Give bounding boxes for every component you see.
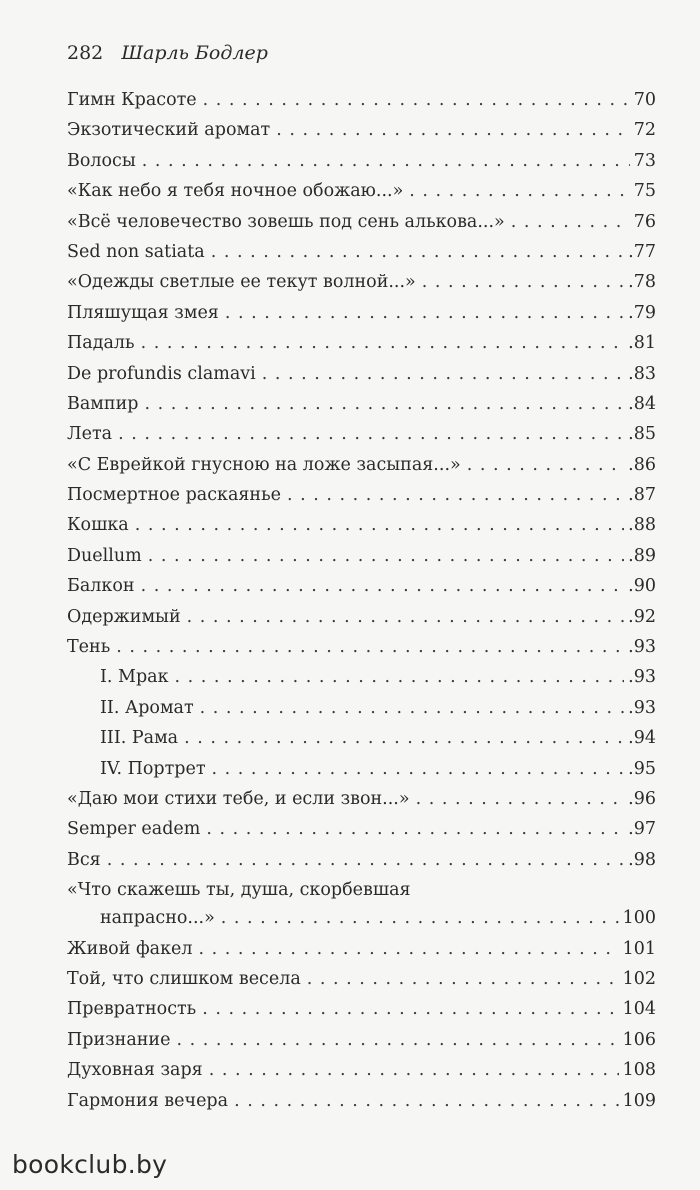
toc-title: III. Рама (100, 728, 179, 749)
toc-leader (212, 759, 625, 779)
toc-page: 109 (622, 1090, 656, 1111)
toc-title: Экзотический аромат (67, 120, 271, 141)
toc-title: «Одежды светлые ее текут волной...» (67, 272, 416, 293)
toc-entry (67, 515, 656, 545)
toc-entry (67, 576, 656, 606)
toc-title: IV. Портрет (100, 758, 206, 779)
toc-leader (107, 850, 624, 870)
toc-entry (67, 1091, 656, 1121)
toc-entry (67, 850, 656, 880)
toc-title: De profundis clamavi (67, 363, 256, 384)
toc-subentry (67, 698, 656, 728)
toc-entry (67, 394, 656, 424)
toc-entry (67, 212, 656, 242)
toc-title: «Всё человечество зовешь под сень алькова...» (67, 211, 505, 232)
toc-page: .86 (628, 454, 656, 475)
toc-page: 75 (633, 181, 656, 202)
toc-entry (67, 969, 656, 999)
toc-title: Вся (67, 849, 101, 870)
toc-entry (67, 272, 656, 302)
toc-leader (187, 607, 625, 627)
toc-leader (176, 1030, 618, 1050)
toc-title: II. Аромат (100, 697, 194, 718)
toc-entry (67, 455, 656, 485)
toc-page: 100 (622, 908, 656, 929)
toc-entry (67, 90, 656, 120)
toc-entry (67, 1060, 656, 1090)
toc-page: .94 (628, 728, 656, 749)
toc-entry (67, 181, 656, 211)
toc-page: .90 (628, 576, 656, 597)
toc-entry (67, 819, 656, 849)
toc-title: Той, что слишком весела (67, 968, 301, 989)
toc-leader (144, 394, 624, 414)
running-header (67, 42, 268, 64)
toc-entry (67, 485, 656, 515)
toc-title: Посмертное раскаянье (67, 485, 281, 506)
toc-page: .98 (628, 849, 656, 870)
toc-title: Волосы (67, 150, 136, 171)
toc-page: .85 (628, 424, 656, 445)
toc-leader (118, 424, 624, 444)
toc-leader (141, 576, 625, 596)
toc-page: 102 (622, 968, 656, 989)
toc-entry (67, 424, 656, 454)
toc-title: Падаль (67, 333, 135, 354)
toc-title: Лета (67, 424, 113, 445)
toc-title: «Что скажешь ты, душа, скорбевшая (67, 880, 411, 901)
toc-entry (67, 546, 656, 576)
toc-title: Гимн Красоте (67, 90, 197, 110)
toc-subentry (67, 728, 656, 758)
toc-leader (287, 485, 624, 505)
toc-title: Живой факел (67, 938, 193, 959)
toc-page: .79 (628, 302, 656, 323)
toc-page: .83 (628, 363, 656, 384)
toc-leader (198, 939, 618, 959)
toc-leader (467, 455, 624, 475)
toc-leader (416, 789, 625, 809)
toc-page: 104 (622, 999, 656, 1020)
toc-page: .88 (628, 515, 656, 536)
toc-title: «Даю мои стихи тебе, и если звон...» (67, 788, 410, 809)
toc-title: Гармония вечера (67, 1090, 229, 1111)
toc-leader (148, 546, 624, 566)
toc-page: .77 (628, 241, 656, 262)
toc-leader (211, 242, 624, 262)
toc-leader (206, 819, 624, 839)
toc-entry (67, 607, 656, 637)
toc-title: Превратность (67, 999, 197, 1020)
toc-leader (202, 999, 618, 1019)
toc-leader (307, 969, 619, 989)
toc-title: Semper eadem (67, 819, 201, 840)
toc-title: «Как небо я тебя ночное обожаю...» (67, 181, 404, 202)
toc-page: .93 (628, 667, 656, 688)
toc-entry (67, 151, 656, 181)
toc-leader (116, 637, 624, 657)
toc-title-continuation: напрасно...» (100, 908, 215, 929)
toc-page: 72 (633, 120, 656, 141)
site-watermark: bookclub.by (12, 1150, 168, 1179)
toc-subentry (67, 667, 656, 697)
toc-leader (175, 667, 625, 687)
toc-entry (67, 333, 656, 363)
toc-entry (67, 364, 656, 394)
toc-leader (511, 212, 630, 232)
toc-page: 108 (622, 1060, 656, 1081)
toc-page: .89 (628, 545, 656, 566)
toc-entry (67, 303, 656, 333)
toc-entry (67, 637, 656, 667)
toc-page: .93 (628, 697, 656, 718)
toc-page: 70 (633, 90, 656, 110)
toc-leader (221, 908, 619, 928)
toc-title: Балкон (67, 576, 135, 597)
toc-title: Вампир (67, 393, 139, 414)
toc-leader (142, 151, 630, 171)
toc-leader (225, 303, 624, 323)
toc-entry (67, 120, 656, 150)
toc-leader (141, 333, 625, 353)
toc-page: .93 (628, 637, 656, 658)
toc-leader (422, 272, 624, 292)
page-number: 282 (67, 42, 104, 64)
toc-title: Одержимый (67, 606, 181, 627)
toc-title: «С Еврейкой гнусною на ложе засыпая...» (67, 454, 461, 475)
toc-entry (67, 242, 656, 272)
toc-leader (209, 1060, 619, 1080)
toc-entry (67, 999, 656, 1029)
toc-page: .92 (628, 606, 656, 627)
toc-page: 76 (633, 211, 656, 232)
toc-leader (262, 364, 624, 384)
toc-page: 73 (633, 150, 656, 171)
toc-title: Sed non satiata (67, 241, 205, 262)
toc-title: Признание (67, 1029, 171, 1050)
table-of-contents (67, 90, 656, 1121)
toc-page: .78 (628, 272, 656, 293)
toc-title: Тень (67, 637, 111, 658)
toc-entry (67, 789, 656, 819)
toc-subentry (67, 759, 656, 789)
toc-page: .97 (628, 819, 656, 840)
toc-page: .87 (628, 485, 656, 506)
toc-entry (67, 939, 656, 969)
toc-leader (203, 90, 630, 110)
toc-page: .84 (628, 393, 656, 414)
toc-entry (67, 1030, 656, 1060)
toc-title: Духовная заря (67, 1060, 203, 1081)
toc-page: 101 (622, 938, 656, 959)
toc-leader (234, 1091, 619, 1111)
toc-page: .81 (628, 333, 656, 354)
toc-title: Duellum (67, 545, 142, 566)
author-name: Шарль Бодлер (121, 42, 268, 64)
toc-title: Пляшущая змея (67, 302, 219, 323)
toc-leader (135, 515, 624, 535)
toc-title: Кошка (67, 515, 129, 536)
toc-leader (200, 698, 624, 718)
toc-leader (276, 120, 630, 140)
toc-entry-line1 (67, 880, 656, 908)
toc-page: .95 (628, 758, 656, 779)
toc-page: .96 (628, 788, 656, 809)
toc-leader (184, 728, 624, 748)
toc-entry-line2 (67, 908, 656, 938)
toc-title: I. Мрак (100, 667, 169, 688)
toc-page: 106 (622, 1029, 656, 1050)
toc-leader (409, 181, 629, 201)
